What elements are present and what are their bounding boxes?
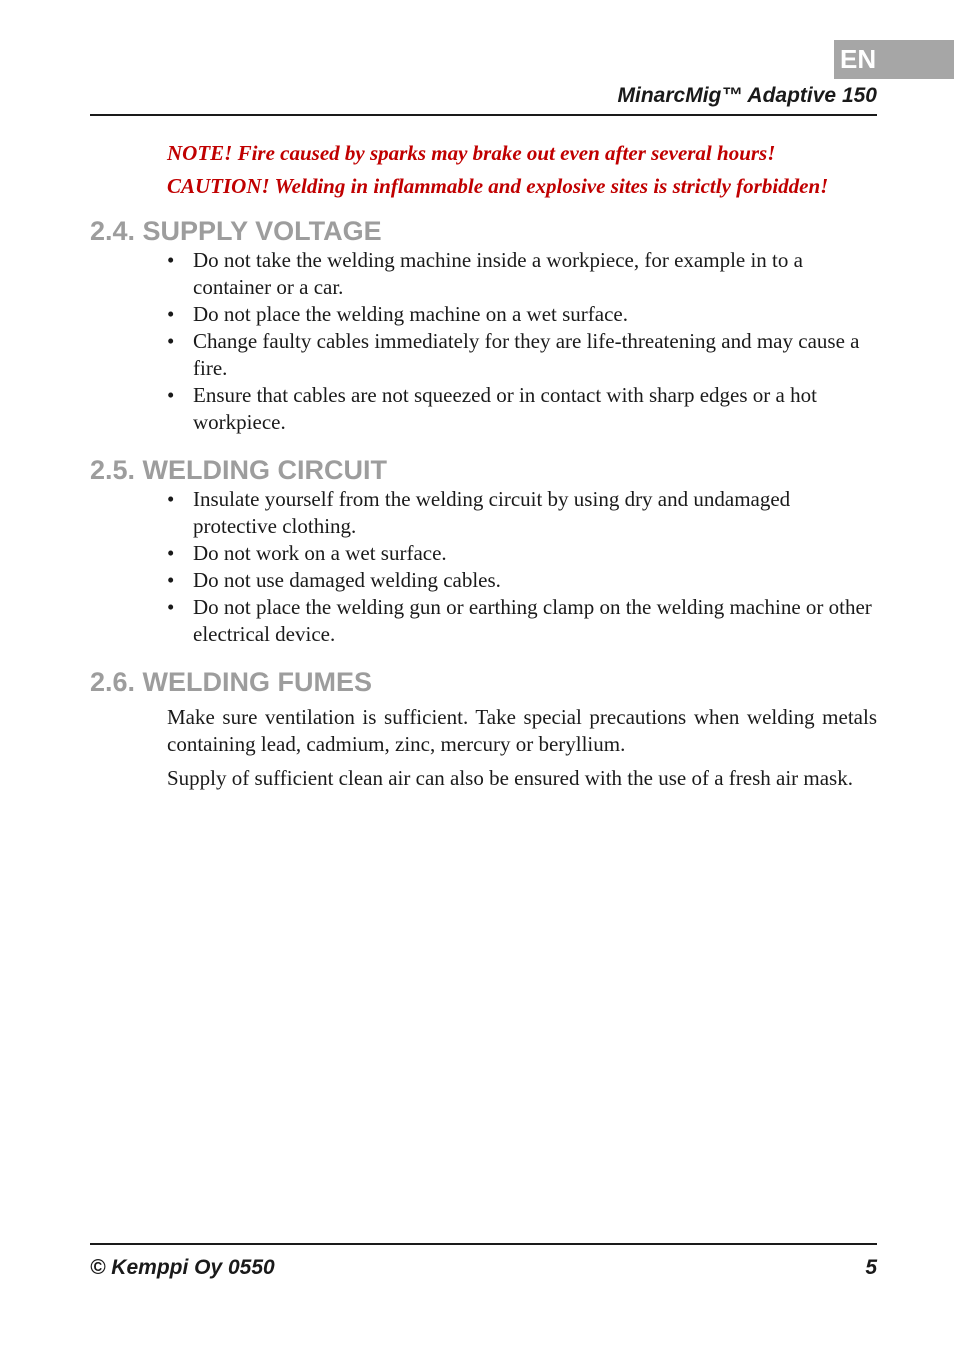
bullet-icon: • <box>167 329 175 353</box>
paragraph: Supply of sufficient clean air can also be ensured with the use of a fresh air mask. <box>167 766 853 790</box>
bullet-icon: • <box>167 487 175 511</box>
page-content <box>90 140 877 799</box>
bullet-icon: • <box>167 541 175 565</box>
fire-note: NOTE! Fire caused by sparks may brake out even after several hours! <box>167 141 776 165</box>
list-item <box>167 594 877 648</box>
footer-rule <box>90 1243 877 1245</box>
caution-note: CAUTION! Welding in inflammable and explosive sites is strictly forbidden! <box>167 174 829 198</box>
copyright-text: © Kemppi Oy 0550 <box>90 1256 275 1279</box>
bullet-icon: • <box>167 383 175 407</box>
list-item-text: Ensure that cables are not squeezed or in contact with sharp edges or a hot workpiece. <box>193 383 817 434</box>
list-item-text: Do not place the welding machine on a wet surface. <box>193 302 629 326</box>
list-item <box>167 540 877 567</box>
list-item-text: Do not take the welding machine inside a workpiece, for example in to a container or a car. <box>193 248 803 299</box>
list-item <box>167 486 877 540</box>
section-heading-supply-voltage: 2.4. SUPPLY VOLTAGE <box>90 216 382 246</box>
paragraph: Make sure ventilation is sufficient. Take special precautions when welding metals containing lead, cadmium, zinc, mercury or beryllium. <box>167 705 877 756</box>
list-item <box>167 567 877 594</box>
section-heading-welding-fumes: 2.6. WELDING FUMES <box>90 667 373 697</box>
list-item-text: Do not place the welding gun or earthing clamp on the welding machine or other electrical device. <box>193 595 872 646</box>
list-item-text: Change faulty cables immediately for they are life-threatening and may cause a fire. <box>193 329 860 380</box>
bullet-icon: • <box>167 595 175 619</box>
product-title: MinarcMig™ Adaptive 150 <box>617 84 877 107</box>
language-tab: EN <box>834 40 954 79</box>
list-item-text: Do not work on a wet surface. <box>193 541 447 565</box>
supply-voltage-list <box>90 247 877 436</box>
bullet-icon: • <box>167 248 175 272</box>
bullet-icon: • <box>167 568 175 592</box>
page-number: 5 <box>865 1256 877 1279</box>
header-rule <box>90 114 877 116</box>
list-item <box>167 301 877 328</box>
list-item-text: Do not use damaged welding cables. <box>193 568 501 592</box>
list-item <box>167 328 877 382</box>
section-heading-welding-circuit: 2.5. WELDING CIRCUIT <box>90 455 388 485</box>
list-item-text: Insulate yourself from the welding circuit by using dry and undamaged protective clothing. <box>193 487 791 538</box>
bullet-icon: • <box>167 302 175 326</box>
welding-fumes-text <box>167 704 877 792</box>
list-item <box>167 382 877 436</box>
list-item <box>167 247 877 301</box>
welding-circuit-list <box>90 486 877 648</box>
warning-notes <box>167 140 847 200</box>
